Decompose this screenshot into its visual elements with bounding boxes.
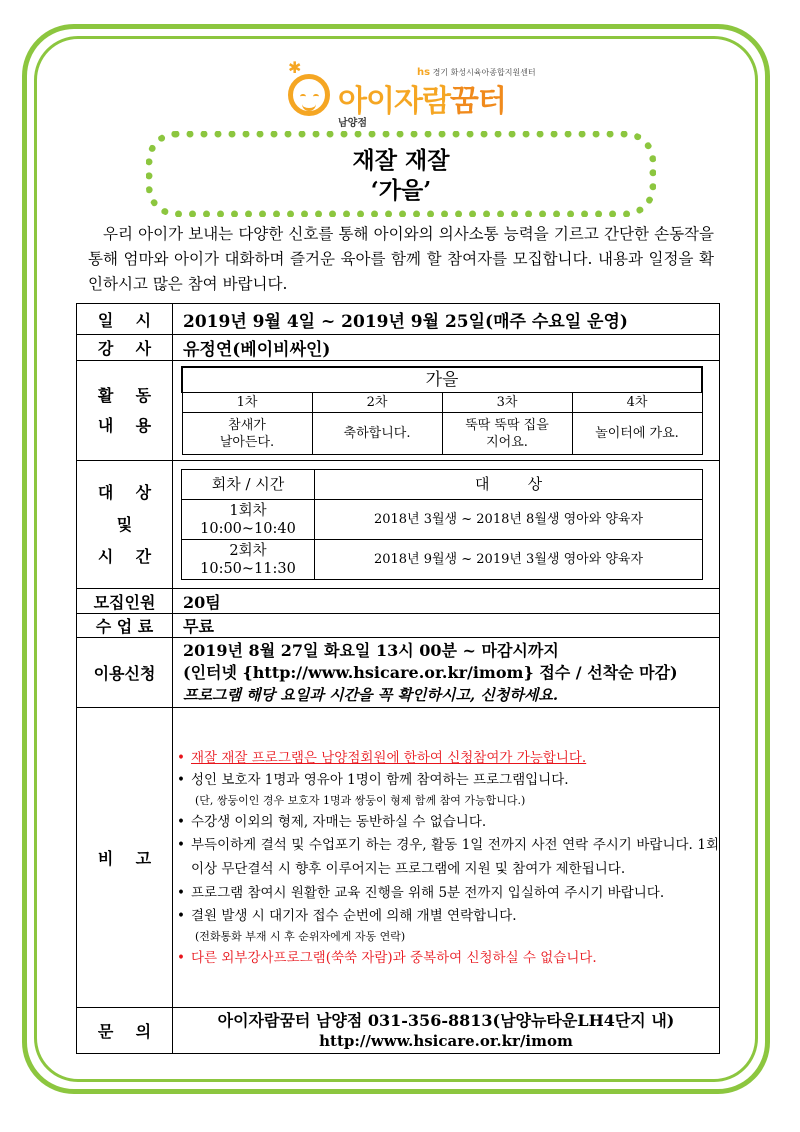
target-label-l2: 및 <box>116 514 133 534</box>
logo-branch: 남양점 <box>338 118 367 129</box>
note-3: • 수강생 이외의 형제, 자매는 동반하실 수 없습니다. <box>173 811 719 833</box>
logo-title-part2: 꿈터 <box>449 84 506 119</box>
session-3: 3차 <box>442 393 572 413</box>
note-1: • 재잘 재잘 프로그램은 남양점회원에 한하여 신청참여가 가능합니다. <box>173 747 719 769</box>
fee-label: 수 업 료 <box>77 614 173 638</box>
notes-label: 비 고 <box>77 708 173 1008</box>
apply-line3: 프로그램 해당 요일과 시간을 꼭 확인하시고, 신청하세요. <box>183 685 559 704</box>
activity-table <box>181 366 703 455</box>
round-2-time: 10:50~11:30 <box>200 560 296 577</box>
row-notes <box>77 708 720 1008</box>
activity-label <box>77 361 173 461</box>
note-4: • 부득이하게 결석 및 수업포기 하는 경우, 활동 1일 전까지 사전 연락 주시기 바랍니다. 1회 이상 무단결석 시 향후 이루어지는 프로그램에 지원 및 참여가 제한됩니다. <box>173 833 719 881</box>
row-capacity <box>77 589 720 614</box>
activity-label-l1: 활 동 <box>97 385 152 405</box>
target-row <box>182 500 703 540</box>
note-2-sub: (단, 쌍둥이인 경우 보호자 1명과 쌍둥이 형제 함께 참여 가능합니다.) <box>195 793 526 807</box>
capacity-value: 20팀 <box>173 589 720 614</box>
round-2-target: 2018년 9월생 ~ 2019년 3월생 영아와 양육자 <box>315 540 703 580</box>
instructor-value: 유정연(베이비싸인) <box>173 335 720 361</box>
activity-cell <box>173 361 720 461</box>
contact-line1: 아이자람꿈터 남양점 031-356-8813(남양뉴타운LH4단지 내) <box>217 1010 675 1030</box>
round-1 <box>182 500 315 540</box>
content-4: 놀이터에 가요. <box>572 413 702 455</box>
contact-url[interactable]: http://www.hsicare.or.kr/imom <box>319 1031 573 1050</box>
round-1-target: 2018년 3월생 ~ 2018년 8월생 영아와 양육자 <box>315 500 703 540</box>
target-label-l3: 시 간 <box>97 546 152 566</box>
round-2-name: 2회차 <box>229 542 267 559</box>
note-6-sub: (전화통화 부재 시 후 순위자에게 자동 연락) <box>195 929 406 943</box>
note-5: • 프로그램 참여시 원활한 교육 진행을 위해 5분 전까지 입실하여 주시기 바랍니다. <box>173 881 719 905</box>
info-table <box>76 303 720 1054</box>
session-4: 4차 <box>572 393 702 413</box>
center-name-text: 경기 화성시육아종합지원센터 <box>432 68 536 77</box>
activity-label-l2: 내 용 <box>97 415 152 435</box>
title-line2: ‘가을’ <box>370 177 432 204</box>
note-7: • 다른 외부강사프로그램(쑥쑥 자람)과 중복하여 신청하실 수 없습니다. <box>173 947 719 969</box>
row-contact <box>77 1008 720 1054</box>
content-2: 축하합니다. <box>312 413 442 455</box>
session-1: 1차 <box>182 393 312 413</box>
target-col-target: 대 상 <box>315 470 703 500</box>
row-instructor <box>77 335 720 361</box>
target-row <box>182 540 703 580</box>
center-mark: hs <box>417 67 431 78</box>
content-1: 참새가 날아든다. <box>182 413 312 455</box>
logo-title-part1: 아이자람 <box>338 84 450 119</box>
notes-cell <box>173 708 720 1008</box>
logo <box>282 58 536 130</box>
capacity-label: 모집인원 <box>77 589 173 614</box>
note-6: • 결원 발생 시 대기자 접수 순번에 의해 개별 연락합니다. <box>173 905 719 927</box>
title-line1: 재잘 재잘 <box>352 147 450 174</box>
row-date <box>77 304 720 335</box>
row-apply <box>77 638 720 708</box>
target-label-l1: 대 상 <box>97 482 152 502</box>
row-activity <box>77 361 720 461</box>
target-cell <box>173 461 720 589</box>
round-2 <box>182 540 315 580</box>
instructor-label: 강 사 <box>77 335 173 361</box>
activity-header: 가을 <box>182 367 702 393</box>
intro-paragraph: 우리 아이가 보내는 다양한 신호를 통해 아이와의 의사소통 능력을 기르고 간단한 손동작을 통해 엄마와 아이가 대화하며 즐거운 육아를 함께 할 참여자를 모집합니다. 내용과 일정을 확인하시고 많은 참여 바랍니다. <box>88 225 714 293</box>
row-target <box>77 461 720 589</box>
round-1-name: 1회차 <box>229 502 267 519</box>
target-table <box>181 469 703 580</box>
title-box <box>146 131 656 217</box>
target-col-round: 회차 / 시간 <box>182 470 315 500</box>
apply-cell <box>173 638 720 708</box>
contact-label: 문 의 <box>77 1008 173 1054</box>
apply-label: 이용신청 <box>77 638 173 708</box>
round-1-time: 10:00~10:40 <box>200 520 296 537</box>
sparkle-icon: ✱ <box>288 58 302 77</box>
session-2: 2차 <box>312 393 442 413</box>
target-label <box>77 461 173 589</box>
apply-line2: (인터넷 {http://www.hsicare.or.kr/imom} 접수 / 선착순 마감) <box>183 662 678 682</box>
apply-line1: 2019년 8월 27일 화요일 13시 00분 ~ 마감시까지 <box>183 640 559 660</box>
smiley-face-icon <box>288 74 330 116</box>
note-2: • 성인 보호자 1명과 영유아 1명이 함께 참여하는 프로그램입니다. <box>173 769 719 791</box>
date-label: 일 시 <box>77 304 173 335</box>
contact-cell <box>173 1008 720 1054</box>
content-3: 뚝딱 뚝딱 집을 지어요. <box>442 413 572 455</box>
date-value: 2019년 9월 4일 ~ 2019년 9월 25일(매주 수요일 운영) <box>173 304 720 335</box>
row-fee <box>77 614 720 638</box>
fee-value: 무료 <box>173 614 720 638</box>
